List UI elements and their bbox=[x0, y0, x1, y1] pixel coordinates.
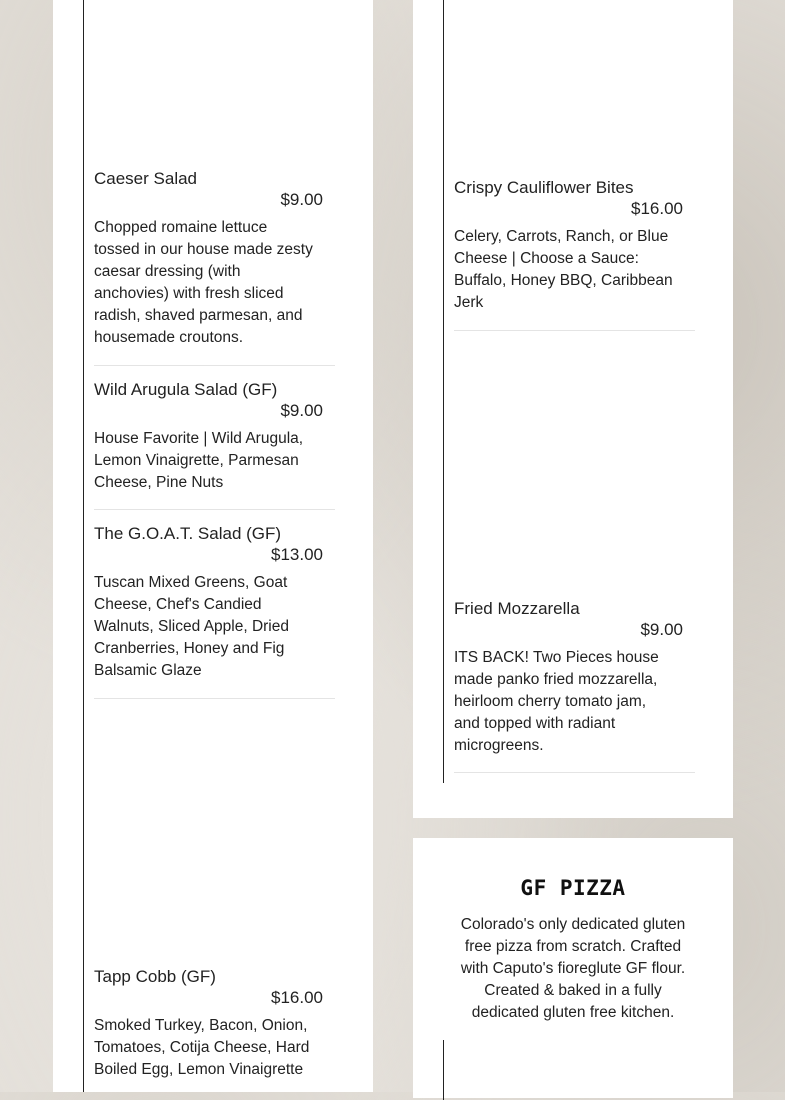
menu-item-price: $9.00 bbox=[640, 620, 683, 639]
menu-item-crispy-cauliflower-bites bbox=[454, 177, 695, 314]
menu-item-separator bbox=[454, 772, 695, 773]
menu-item-price: $16.00 bbox=[271, 988, 323, 1007]
column-divider-line bbox=[83, 0, 84, 1092]
menu-item-wild-arugula-salad bbox=[94, 379, 335, 494]
menu-item-description: Chopped romaine lettuce tossed in our house made zesty caesar dressing (with anchovies) with fresh sliced radish, shaved parmesan, and housemade croutons. bbox=[94, 219, 313, 346]
menu-item-description: House Favorite | Wild Arugula, Lemon Vinaigrette, Parmesan Cheese, Pine Nuts bbox=[94, 430, 304, 491]
menu-item-price: $9.00 bbox=[280, 401, 323, 420]
menu-item-price: $13.00 bbox=[271, 545, 323, 564]
menu-card-salads bbox=[53, 0, 373, 1092]
menu-item-goat-salad bbox=[94, 523, 335, 682]
menu-item-caeser-salad bbox=[94, 168, 335, 349]
menu-item-name: Wild Arugula Salad (GF) bbox=[94, 380, 278, 399]
section-title: GF PIZZA bbox=[520, 876, 626, 900]
menu-item-name: Caeser Salad bbox=[94, 169, 198, 188]
menu-item-tapp-cobb bbox=[94, 966, 335, 1081]
menu-card-gf-pizza bbox=[413, 838, 733, 1098]
menu-item-separator bbox=[94, 365, 335, 366]
column-divider-line bbox=[443, 1040, 444, 1100]
menu-item-price: $9.00 bbox=[280, 190, 323, 209]
column-divider-line bbox=[443, 0, 444, 783]
menu-item-separator bbox=[94, 509, 335, 510]
menu-item-description: Smoked Turkey, Bacon, Onion, Tomatoes, Cotija Cheese, Hard Boiled Egg, Lemon Vinaigrette bbox=[94, 1017, 310, 1078]
menu-item-fried-mozzarella bbox=[454, 598, 695, 757]
menu-item-price: $16.00 bbox=[631, 199, 683, 218]
menu-card-appetizers bbox=[413, 0, 733, 818]
menu-item-description: Tuscan Mixed Greens, Goat Cheese, Chef's Candied Walnuts, Sliced Apple, Dried Cranberries, Honey and Fig Balsamic Glaze bbox=[94, 574, 289, 679]
menu-item-separator bbox=[454, 330, 695, 331]
section-description: Colorado's only dedicated gluten free pizza from scratch. Crafted with Caputo's fioreglute GF flour. Created & baked in a fully dedicated gluten free kitchen. bbox=[460, 916, 686, 1021]
menu-item-description: Celery, Carrots, Ranch, or Blue Cheese | Choose a Sauce: Buffalo, Honey BBQ, Caribbean Jerk bbox=[454, 228, 673, 311]
menu-item-name: Tapp Cobb (GF) bbox=[94, 967, 216, 986]
menu-item-name: Fried Mozzarella bbox=[454, 599, 580, 618]
menu-item-name: The G.O.A.T. Salad (GF) bbox=[94, 524, 282, 543]
menu-item-description: ITS BACK! Two Pieces house made panko fried mozzarella, heirloom cherry tomato jam, and topped with radiant microgreens. bbox=[454, 649, 659, 754]
menu-item-name: Crispy Cauliflower Bites bbox=[454, 178, 634, 197]
menu-item-separator bbox=[94, 698, 335, 699]
